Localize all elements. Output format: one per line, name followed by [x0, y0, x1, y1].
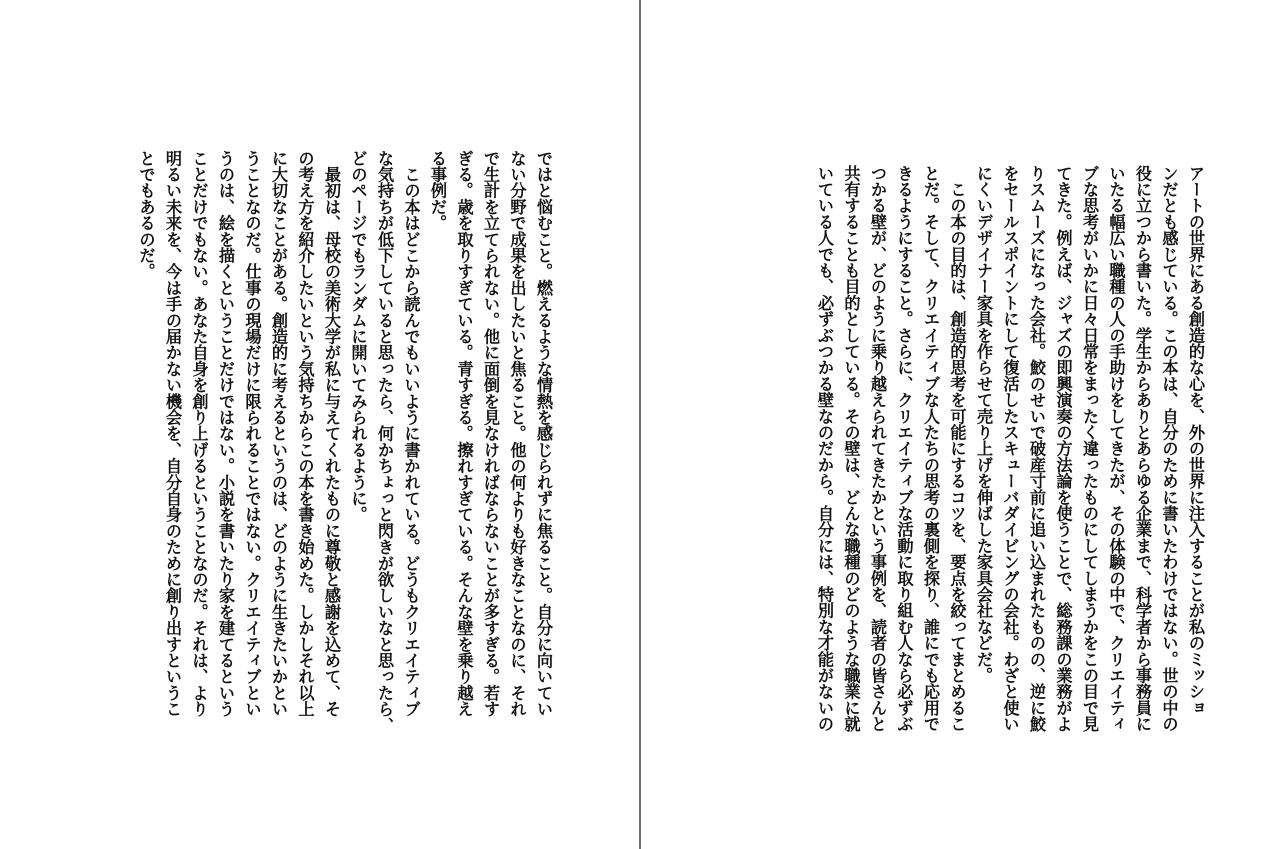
text-line: この本はどこから読んでもいいように書かれている。どうもクリエイティブ	[401, 150, 421, 717]
text-line: 最初は、母校の美術大学が私に与えてくれたものに尊敬と感謝を込めて、そ	[322, 150, 341, 717]
text-line: ではと悩むこと。燃えるような情熱を感じられずに焦ること。自分に向いてい	[534, 150, 553, 717]
text-line: で生計を立てられない。他に面倒を見なければならないことが多すぎる。若す	[481, 150, 500, 717]
text-line: 共有することも目的としている。その壁は、どんな職種のどのような職業に就	[841, 165, 861, 732]
text-line: ぎる。歳を取りすぎている。青すぎる。擦れすぎている。そんな壁を乗り越え	[454, 150, 474, 717]
text-line: つかる壁が、どのように乗り越えられてきたかという事例を、読者の皆さんと	[868, 165, 887, 732]
text-line: ことだけでもない。あなた自身を創り上げるということなのだ。それは、より	[189, 150, 209, 717]
text-line: とでもあるのだ。	[136, 150, 156, 280]
left-page-text	[132, 150, 556, 770]
text-line: この本の目的は、創造的思考を可能にするコツを、要点を絞ってまとめるこ	[947, 165, 967, 732]
text-line: うことなのだ。仕事の現場だけに限られることではない。クリエイティブとい	[242, 150, 262, 717]
text-line: ない分野で成果を出したいと焦ること。他の何よりも好きなことなのに、それ	[507, 150, 527, 717]
text-line: どのページでもランダムに開いてみられるように。	[348, 150, 368, 523]
text-line: ンだとも感じている。この本は、自分のために書いたわけではない。世の中の	[1159, 165, 1179, 732]
text-line: アートの世界にある創造的な心を、外の世界に注入することが私のミッショ	[1186, 165, 1205, 716]
right-page	[641, 0, 1280, 849]
text-line: をセールスポイントにして復活したスキューバダイビングの会社。わざと使い	[1000, 165, 1020, 732]
text-line: に大切なことがある。創造的に考えるというのは、どのように生きたいかとい	[269, 150, 288, 717]
text-line: りスムーズになった会社。鮫のせいで破産寸前に追い込まれたものの、逆に鮫	[1027, 165, 1046, 732]
text-line: てきた。例えば、ジャズの即興演奏の方法論を使うことで、総務課の業務がよ	[1053, 165, 1073, 732]
text-line: きるようにすること。さらに、クリエイティブな活動に取り組む人なら必ずぶ	[894, 165, 914, 732]
text-line: ブな思考がいかに日々日常をまったく違ったものにしてしまうかをこの目で見	[1080, 165, 1099, 732]
left-page	[0, 0, 639, 849]
text-line: な気持ちが低下していると思ったら、何かちょっと閃きが欲しいなと思ったら、	[375, 150, 394, 734]
text-line: いたる幅広い職種の人の手助けをしてきたが、その体験の中で、クリエイティ	[1106, 165, 1126, 732]
text-line: 明るい未来を、今は手の届かない機会を、自分自身のために創り出すというこ	[163, 150, 182, 717]
text-line: る事例だ。	[428, 150, 447, 231]
text-line: の考え方を紹介したいという気持ちからこの本を書き始めた。しかしそれ以上	[295, 150, 315, 717]
text-line: いている人でも、必ずぶつかる壁なのだから。自分には、特別な才能がないの	[815, 165, 834, 732]
text-line: うのは、絵を描くということだけではない。小説を書いたり家を建てるという	[216, 150, 235, 717]
text-line: とだ。そして、クリエイティブな人たちの思考の裏側を探り、誰にでも応用で	[921, 165, 940, 732]
right-page-text	[811, 165, 1209, 785]
text-line: にくいデザイナー家具を作らせて売り上げを伸ばした家具会社などだ。	[974, 165, 993, 684]
text-line: 役に立つから書いた。学生からありとあらゆる企業まで、科学者から事務員に	[1133, 165, 1152, 732]
